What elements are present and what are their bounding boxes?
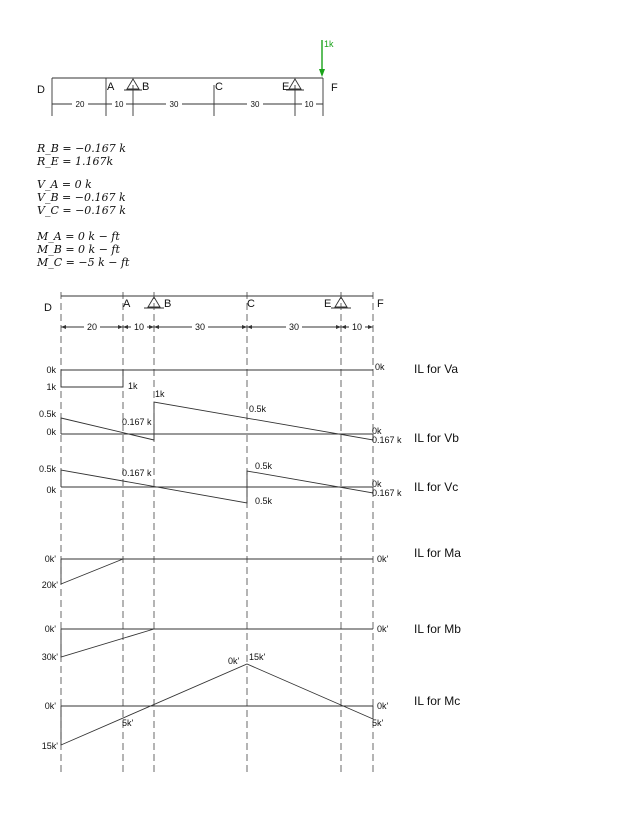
mc-label-0k-c: 0k' [228,656,240,666]
va-label-0k-right: 0k [375,362,385,372]
mb-label-0k-right: 0k' [377,624,389,634]
equations-block [36,142,130,269]
main-span-4: 30 [288,322,300,332]
mc-label-15k-left: 15k' [41,741,58,751]
va-label-1k-mid: 1k [128,381,138,391]
il-vb-diagram [39,402,459,445]
va-label-1k-left: 1k [46,382,56,392]
il-mc-diagram [42,652,460,751]
top-node-f: F [331,82,338,94]
top-node-d: D [37,84,45,96]
eq-ma: M_A = 0 k − ft [37,230,120,243]
dashed-guides [61,292,373,774]
mb-curve [61,629,154,657]
mb-label-30k: 30k' [41,652,58,662]
eq-rb: R_B = −0.167 k [37,142,126,155]
ma-label-0k-right: 0k' [377,554,389,564]
vc-curve [61,470,373,503]
main-beam-figure [44,296,384,332]
eq-vc: V_C = −0.167 k [37,204,126,217]
ma-curve [61,559,123,584]
main-span-3: 30 [194,322,206,332]
vb-label-05k-left: 0.5k [38,409,56,419]
vc-label-05k-lower: 0.5k [255,496,273,506]
main-span-1: 20 [86,322,98,332]
top-span-3: 30 [169,100,179,109]
mc-label-5k-a: 5k' [122,718,134,728]
main-node-b: B [164,298,172,310]
eq-vb: V_B = −0.167 k [37,191,126,204]
mb-label-0k-left: 0k' [44,624,56,634]
il-vc-diagram [39,461,458,506]
ma-label-0k-left: 0k' [44,554,56,564]
main-node-c: C [247,298,255,310]
mc-curve [61,664,373,745]
vb-label-0167-right: 0.167 k [372,435,402,445]
va-label-1k-b: 1k [155,389,165,399]
vc-title: IL for Vc [414,480,459,494]
main-node-f: F [377,298,384,310]
eq-mc: M_C = −5 k − ft [37,256,130,269]
vc-label-0167-mid: 0.167 k [122,468,152,478]
il-ma-diagram [42,546,461,590]
il-va-diagram [46,362,458,399]
mc-label-5k-right: 5k' [372,718,384,728]
main-span-5: 10 [351,322,363,332]
top-node-e: E [282,81,290,93]
main-node-a: A [123,298,131,310]
vc-label-0167-right: 0.167 k [372,488,402,498]
eq-mb: M_B = 0 k − ft [37,243,120,256]
vb-label-0167-mid: 0.167 k [122,417,152,427]
main-span-2: 10 [133,322,145,332]
mc-label-0k-left: 0k' [44,701,56,711]
vb-label-0k-left: 0k [46,427,56,437]
vc-label-05k-upper: 0.5k [255,461,273,471]
vc-label-05k-left: 0.5k [38,464,56,474]
top-node-a: A [107,81,115,93]
vc-label-0k-right: 0k [372,479,382,489]
eq-re: R_E = 1.167k [37,155,114,168]
ma-title: IL for Ma [414,546,461,560]
vc-label-0k-left: 0k [46,485,56,495]
top-span-2: 10 [114,100,124,109]
top-node-c: C [215,81,223,93]
mc-title: IL for Mc [414,694,461,708]
mc-label-0k-right: 0k' [377,701,389,711]
top-span-1: 20 [75,100,85,109]
load-arrow-icon [319,69,325,77]
ma-label-20k: 20k' [41,580,58,590]
mc-label-15k-peak: 15k' [249,652,266,662]
mb-title: IL for Mb [414,622,461,636]
top-node-b: B [142,81,150,93]
vb-title: IL for Vb [414,431,459,445]
load-label: 1k [324,39,334,49]
vb-label-0k-right: 0k [372,426,382,436]
main-node-e: E [324,298,332,310]
main-node-d: D [44,302,52,314]
top-span-5: 10 [304,100,314,109]
va-curve [61,370,123,387]
eq-va: V_A = 0 k [37,178,92,191]
vb-label-05k-c: 0.5k [249,404,267,414]
va-label-0k: 0k [46,365,56,375]
top-beam-figure [37,39,338,116]
top-span-4: 30 [250,100,260,109]
va-title: IL for Va [414,362,459,376]
